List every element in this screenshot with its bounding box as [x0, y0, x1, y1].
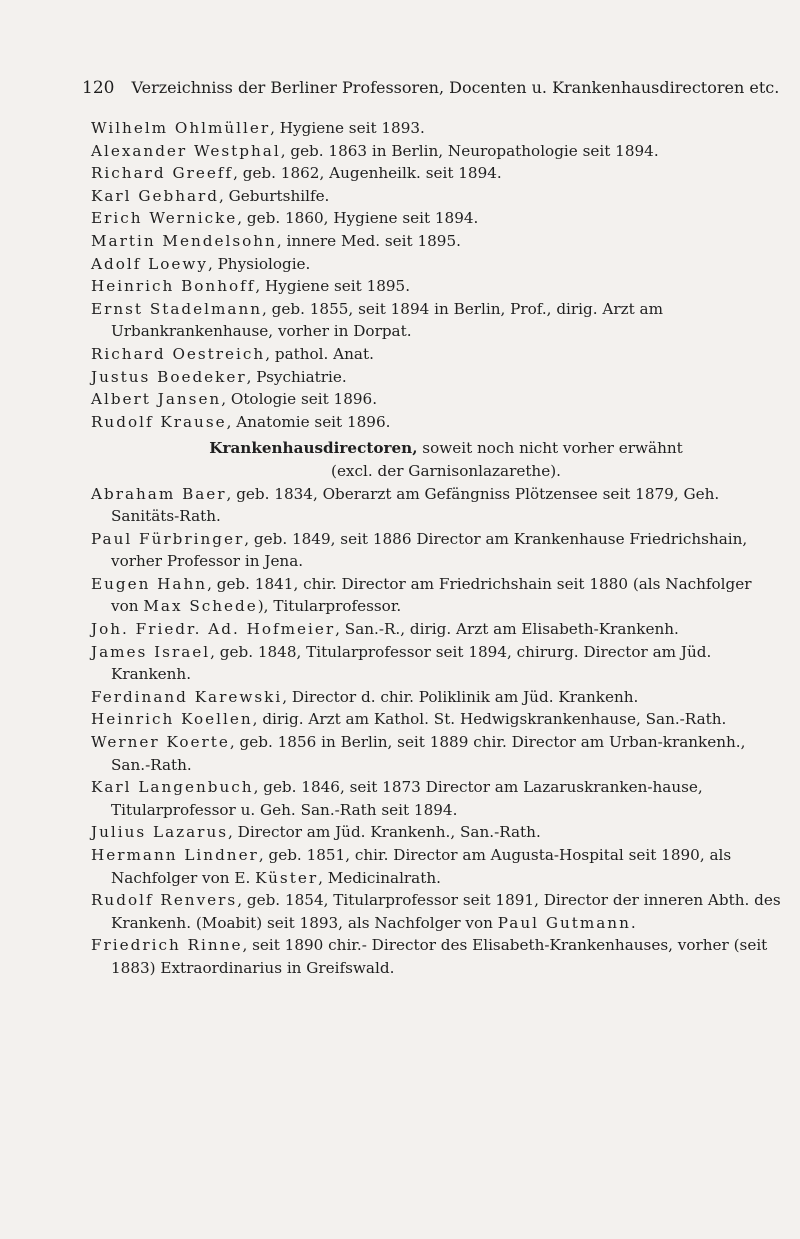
person-name: Rudolf Renvers [91, 891, 238, 910]
person-name: Alexander Westphal [91, 141, 281, 160]
list-item [91, 776, 781, 821]
entry-text: , geb. 1855, seit 1894 in Berlin, Prof., dirig. Arzt am Urbankrankenhause, vorher in Dorpat. [111, 299, 664, 341]
entry-text: , Anatomie seit 1896. [226, 412, 391, 431]
entry-text: , geb. 1851, chir. Director am Augusta-Hospital seit 1890, als Nachfolger von E. [111, 846, 732, 887]
list-item [91, 343, 781, 366]
list-item [91, 366, 781, 389]
person-name: Karl Langenbuch [91, 778, 254, 797]
entry-text: , geb. 1856 in Berlin, seit 1889 chir. Director am Urban-krankenh., San.-Rath. [111, 733, 746, 774]
section-heading [91, 437, 781, 482]
entry-text: , geb. 1863 in Berlin, Neuropathologie seit 1894. [280, 141, 659, 160]
entry-text: , Psychiatrie. [246, 367, 347, 386]
entry-text-continued: ), Titularprofessor. [257, 597, 402, 616]
list-item [91, 731, 781, 776]
entry-text: , geb. 1834, Oberarzt am Gefängniss Plötzensee seit 1879, Geh. Sanitäts-Rath. [111, 484, 720, 526]
person-name: Heinrich Koellen [91, 710, 253, 729]
person-name: Albert Jansen [91, 390, 222, 409]
entry-text: , innere Med. seit 1895. [276, 231, 461, 250]
person-name: Justus Boedeker [91, 367, 247, 386]
person-name: Joh. Friedr. Ad. Hofmeier [91, 620, 336, 639]
entry-text: , dirig. Arzt am Kathol. St. Hedwigskrankenhause, San.-Rath. [252, 710, 727, 729]
list-item [91, 411, 781, 434]
person-name: James Israel [91, 642, 211, 661]
entry-text: , geb. 1860, Hygiene seit 1894. [237, 209, 479, 228]
entry-text: , Director am Jüd. Krankenh., San.-Rath. [228, 823, 541, 842]
running-title: Verzeichniss der Berliner Professoren, Docenten u. Krankenhausdirectoren etc. [131, 78, 780, 97]
page-body [91, 117, 781, 980]
list-item [91, 618, 781, 641]
person-name: Eugen Hahn [91, 574, 208, 593]
person-name: Erich Wernicke [91, 209, 238, 228]
list-item [91, 185, 781, 208]
section-subtitle-note: (excl. der Garnisonlazarethe). [331, 461, 561, 480]
person-name: Werner Koerte [91, 733, 230, 752]
person-name: Friedrich Rinne [91, 936, 243, 955]
cited-name: Küster [255, 868, 319, 887]
entry-text: , Hygiene seit 1893. [270, 119, 425, 137]
page-number: 120 [82, 78, 115, 98]
entry-text: , seit 1890 chir.- Director des Elisabeth-Krankenhauses, vorher (seit 1883) Extraordinarius in Greifswald. [111, 936, 768, 977]
professor-list [91, 117, 781, 433]
page-header [82, 78, 779, 98]
entry-text: , Otologie seit 1896. [221, 390, 378, 409]
cited-name: Paul Gutmann [497, 913, 631, 932]
list-item [91, 686, 781, 709]
person-name: Hermann Lindner [91, 846, 259, 864]
person-name: Julius Lazarus [91, 823, 229, 842]
person-name: Abraham Baer [91, 484, 227, 503]
list-item [91, 934, 781, 979]
entry-text: , Geburtshilfe. [219, 186, 330, 205]
director-list [91, 483, 781, 980]
list-item [91, 253, 781, 276]
person-name: Ernst Stadelmann [91, 299, 263, 318]
person-name: Heinrich Bonhoff [91, 277, 256, 296]
person-name: Adolf Loewy [91, 254, 208, 273]
list-item [91, 207, 781, 230]
person-name: Wilhelm Ohlmüller [91, 119, 271, 137]
list-item [91, 641, 781, 686]
list-item [91, 140, 781, 163]
entry-text-continued: , Medicinalrath. [318, 868, 441, 887]
entry-text: , geb. 1848, Titularprofessor seit 1894, chirurg. Director am Jüd. Krankenh. [111, 642, 712, 684]
cited-name: Max Schede [143, 597, 258, 616]
list-item [91, 844, 781, 889]
entry-text: , geb. 1841, chir. Director am Friedrichshain seit 1880 (als Nachfolger von [111, 574, 752, 616]
entry-text: , San.-R., dirig. Arzt am Elisabeth-Krankenh. [335, 620, 679, 639]
list-item [91, 230, 781, 253]
entry-text: , geb. 1846, seit 1873 Director am Lazaruskranken-hause, Titularprofessor u. Geh. San.-Rath seit 1894. [111, 778, 703, 819]
person-name: Ferdinand Karewski [91, 687, 283, 706]
entry-text: , Physiologie. [207, 254, 311, 273]
list-item [91, 117, 781, 140]
list-item [91, 483, 781, 528]
entry-text: , Director d. chir. Poliklinik am Jüd. Krankenh. [282, 687, 639, 706]
person-name: Richard Oestreich [91, 344, 266, 363]
entry-text: , Hygiene seit 1895. [255, 277, 411, 296]
list-item [91, 821, 781, 844]
entry-text: , geb. 1849, seit 1886 Director am Krankenhause Friedrichshain, vorher Professor in Jena. [111, 529, 748, 571]
entry-text-continued: . [630, 913, 636, 932]
list-item [91, 708, 781, 731]
entry-text: , pathol. Anat. [265, 344, 374, 363]
list-item [91, 889, 781, 934]
person-name: Karl Gebhard [91, 186, 220, 205]
section-subtitle: soweit noch nicht vorher erwähnt [417, 439, 683, 458]
list-item [91, 573, 781, 618]
section-title: Krankenhausdirectoren, [209, 439, 418, 458]
list-item [91, 298, 781, 343]
person-name: Richard Greeff [91, 164, 234, 183]
entry-text: , geb. 1854, Titularprofessor seit 1891, Director der inneren Abth. des Krankenh. (Moabit) seit 1893, als Nachfolger von [111, 891, 781, 932]
person-name: Martin Mendelsohn [91, 231, 277, 250]
person-name: Rudolf Krause [91, 412, 227, 431]
entry-text: , geb. 1862, Augenheilk. seit 1894. [233, 164, 502, 183]
list-item [91, 388, 781, 411]
list-item [91, 162, 781, 185]
list-item [91, 275, 781, 298]
list-item [91, 528, 781, 573]
person-name: Paul Fürbringer [91, 529, 245, 548]
